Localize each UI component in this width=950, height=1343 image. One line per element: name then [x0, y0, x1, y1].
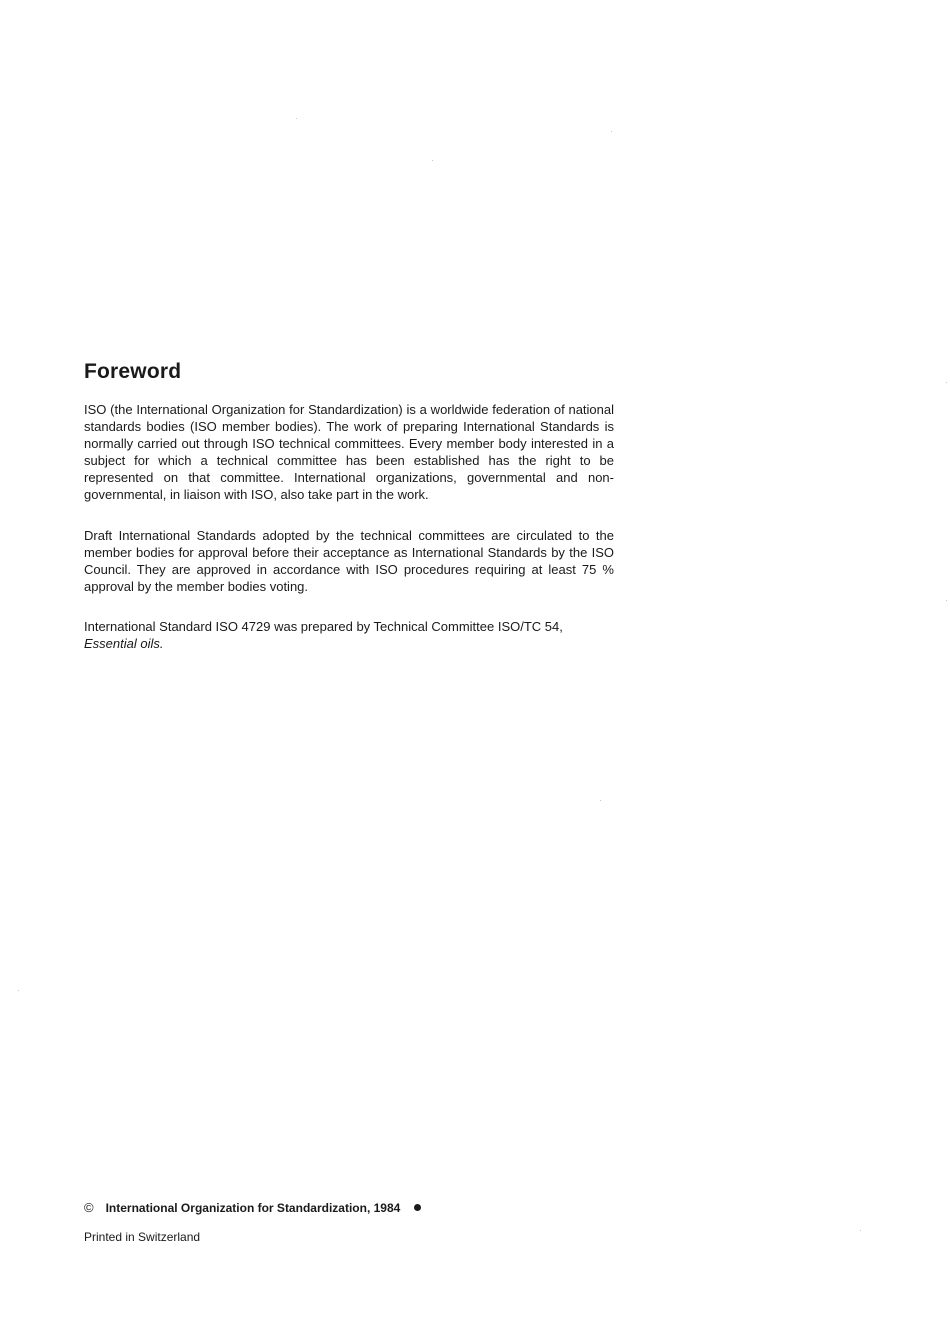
foreword-paragraph-2: Draft International Standards adopted by the technical committees are circulated to the member bodies for approval before their acceptance as International Standards by the ISO Council. They are approved in accordance with ISO procedures requiring at least 75 % approval by the member bodies voting. — [84, 528, 614, 594]
scan-speck — [600, 800, 601, 801]
scan-speck — [432, 160, 433, 161]
committee-name: Essential oils. — [84, 636, 164, 651]
copyright-text: International Organization for Standardization, 1984 — [105, 1200, 401, 1215]
printed-in-line: Printed in Switzerland — [84, 1230, 201, 1244]
paragraph-3-text: International Standard ISO 4729 was prepared by Technical Committee ISO/TC 54, — [84, 619, 563, 634]
scan-speck — [946, 600, 947, 601]
scan-speck — [18, 990, 19, 991]
copyright-line — [84, 1200, 421, 1215]
foreword-paragraph-3 — [84, 618, 614, 652]
bullet-dot-icon — [414, 1204, 421, 1211]
scan-speck — [946, 382, 947, 383]
scan-speck — [611, 131, 612, 132]
foreword-paragraph-1: ISO (the International Organization for Standardization) is a worldwide federation of national standards bodies (ISO member bodies). The work of preparing International Standards is normally carried out through ISO technical committees. Every member body interested in a subject for which a technical committee has been established has the right to be represented on that committee. International organizations, governmental and non-governmental, in liaison with ISO, also take part in the work. — [84, 402, 614, 502]
foreword-heading: Foreword — [84, 360, 182, 383]
scan-speck — [860, 1230, 861, 1231]
copyright-symbol: © — [84, 1200, 94, 1215]
scan-speck — [296, 118, 297, 119]
